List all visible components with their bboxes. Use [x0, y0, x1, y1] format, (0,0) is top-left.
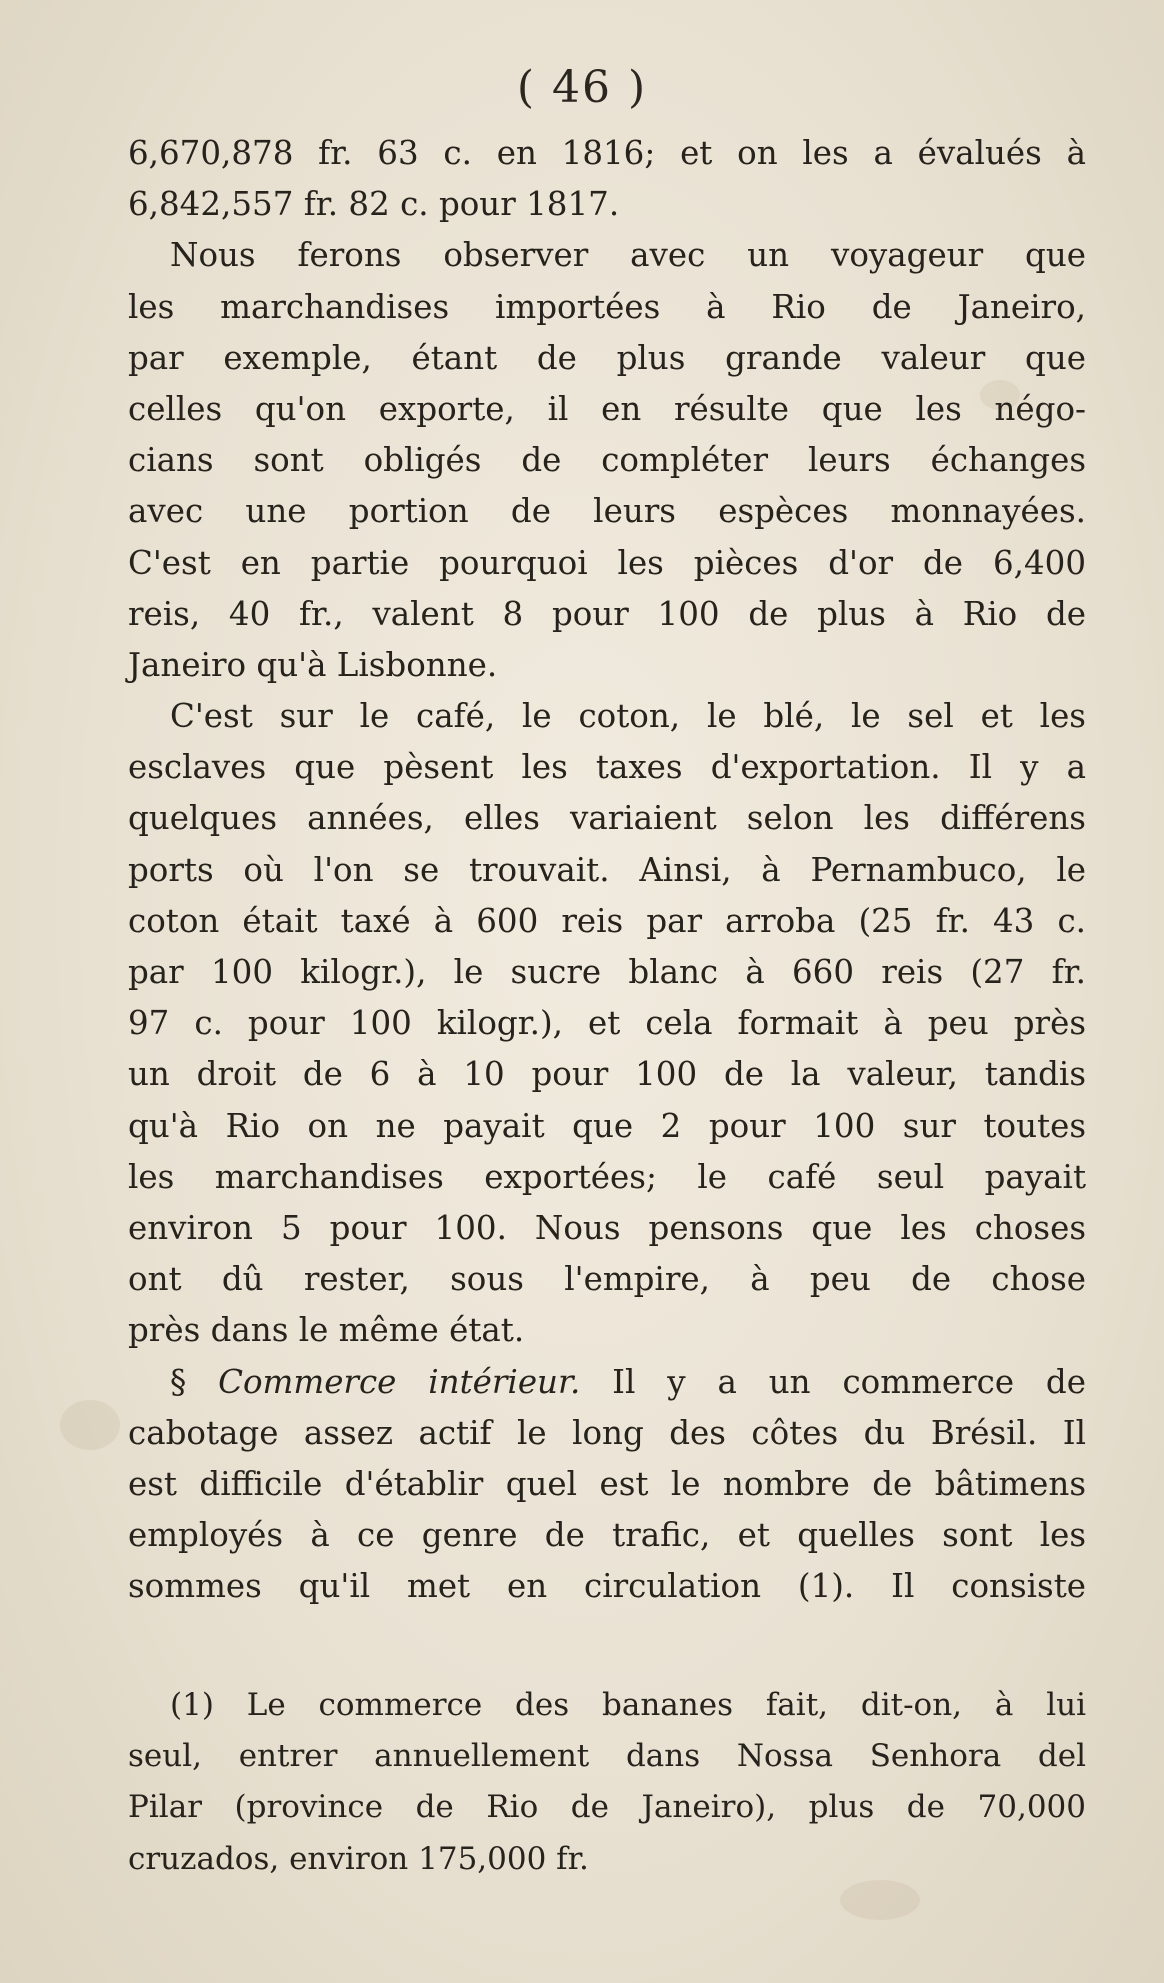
text-line: sommes qu'il met en circulation (1). Il consiste	[128, 1567, 1086, 1606]
section-heading-rest: Il y a un commerce de	[612, 1362, 1086, 1401]
text-line: ont dû rester, sous l'empire, à peu de chose	[128, 1260, 1086, 1299]
text-line: employés à ce genre de trafic, et quelles sont les	[128, 1516, 1086, 1555]
text-line: avec une portion de leurs espèces monnayées.	[128, 492, 1086, 531]
text-line: 6,842,557 fr. 82 c. pour 1817.	[128, 185, 620, 224]
text-line: C'est sur le café, le coton, le blé, le sel et les	[170, 697, 1086, 736]
page-number: ( 46 )	[516, 62, 648, 113]
text-line: cabotage assez actif le long des côtes du Brésil. Il	[128, 1413, 1086, 1452]
text-line: cians sont obligés de compléter leurs échanges	[128, 441, 1086, 480]
footnote-line: (1) Le commerce des bananes fait, dit-on, à lui	[170, 1687, 1086, 1723]
text-line: 6,670,878 fr. 63 c. en 1816; et on les a évalués à	[128, 134, 1086, 172]
text-line: environ 5 pour 100. Nous pensons que les choses	[128, 1208, 1086, 1247]
text-line: ports où l'on se trouvait. Ainsi, à Pernambuco, le	[128, 850, 1086, 889]
section-heading-line	[128, 1357, 1086, 1408]
footnote-line: Pilar (province de Rio de Janeiro), plus de 70,000	[128, 1789, 1086, 1826]
paper-stain	[60, 1400, 120, 1450]
text-line: les marchandises importées à Rio de Janeiro,	[128, 287, 1086, 326]
text-line: par exemple, étant de plus grande valeur que	[128, 338, 1086, 377]
text-line: est difficile d'établir quel est le nombre de bâtimens	[128, 1464, 1086, 1503]
text-line: quelques années, elles variaient selon les différens	[128, 799, 1086, 838]
text-line: C'est en partie pourquoi les pièces d'or de 6,400	[128, 543, 1086, 582]
text-line: Nous ferons observer avec un voyageur que	[170, 236, 1086, 275]
text-line: reis, 40 fr., valent 8 pour 100 de plus à Rio de	[128, 594, 1086, 633]
text-line: esclaves que pèsent les taxes d'exportation. Il y a	[128, 748, 1086, 787]
text-line: par 100 kilogr.), le sucre blanc à 660 reis (27 fr.	[128, 953, 1086, 991]
section-mark: §	[170, 1362, 187, 1401]
text-line: près dans le même état.	[128, 1311, 525, 1350]
text-line: qu'à Rio on ne payait que 2 pour 100 sur toutes	[128, 1106, 1086, 1145]
text-line: coton était taxé à 600 reis par arroba (25 fr. 43 c.	[128, 901, 1086, 940]
text-line: celles qu'on exporte, il en résulte que les négo-	[128, 389, 1086, 428]
footnote-line: seul, entrer annuellement dans Nossa Senhora del	[128, 1738, 1086, 1775]
section-heading: Commerce intérieur.	[218, 1362, 581, 1401]
text-line: 97 c. pour 100 kilogr.), et cela formait à peu près	[128, 1004, 1086, 1043]
main-text	[128, 128, 1086, 1612]
footnote-line: cruzados, environ 175,000 fr.	[128, 1840, 589, 1877]
footnote	[128, 1680, 1086, 1885]
paper-stain	[840, 1880, 920, 1920]
text-line: les marchandises exportées; le café seul payait	[128, 1157, 1086, 1196]
text-line: Janeiro qu'à Lisbonne.	[128, 645, 498, 684]
text-line: un droit de 6 à 10 pour 100 de la valeur, tandis	[128, 1055, 1086, 1094]
